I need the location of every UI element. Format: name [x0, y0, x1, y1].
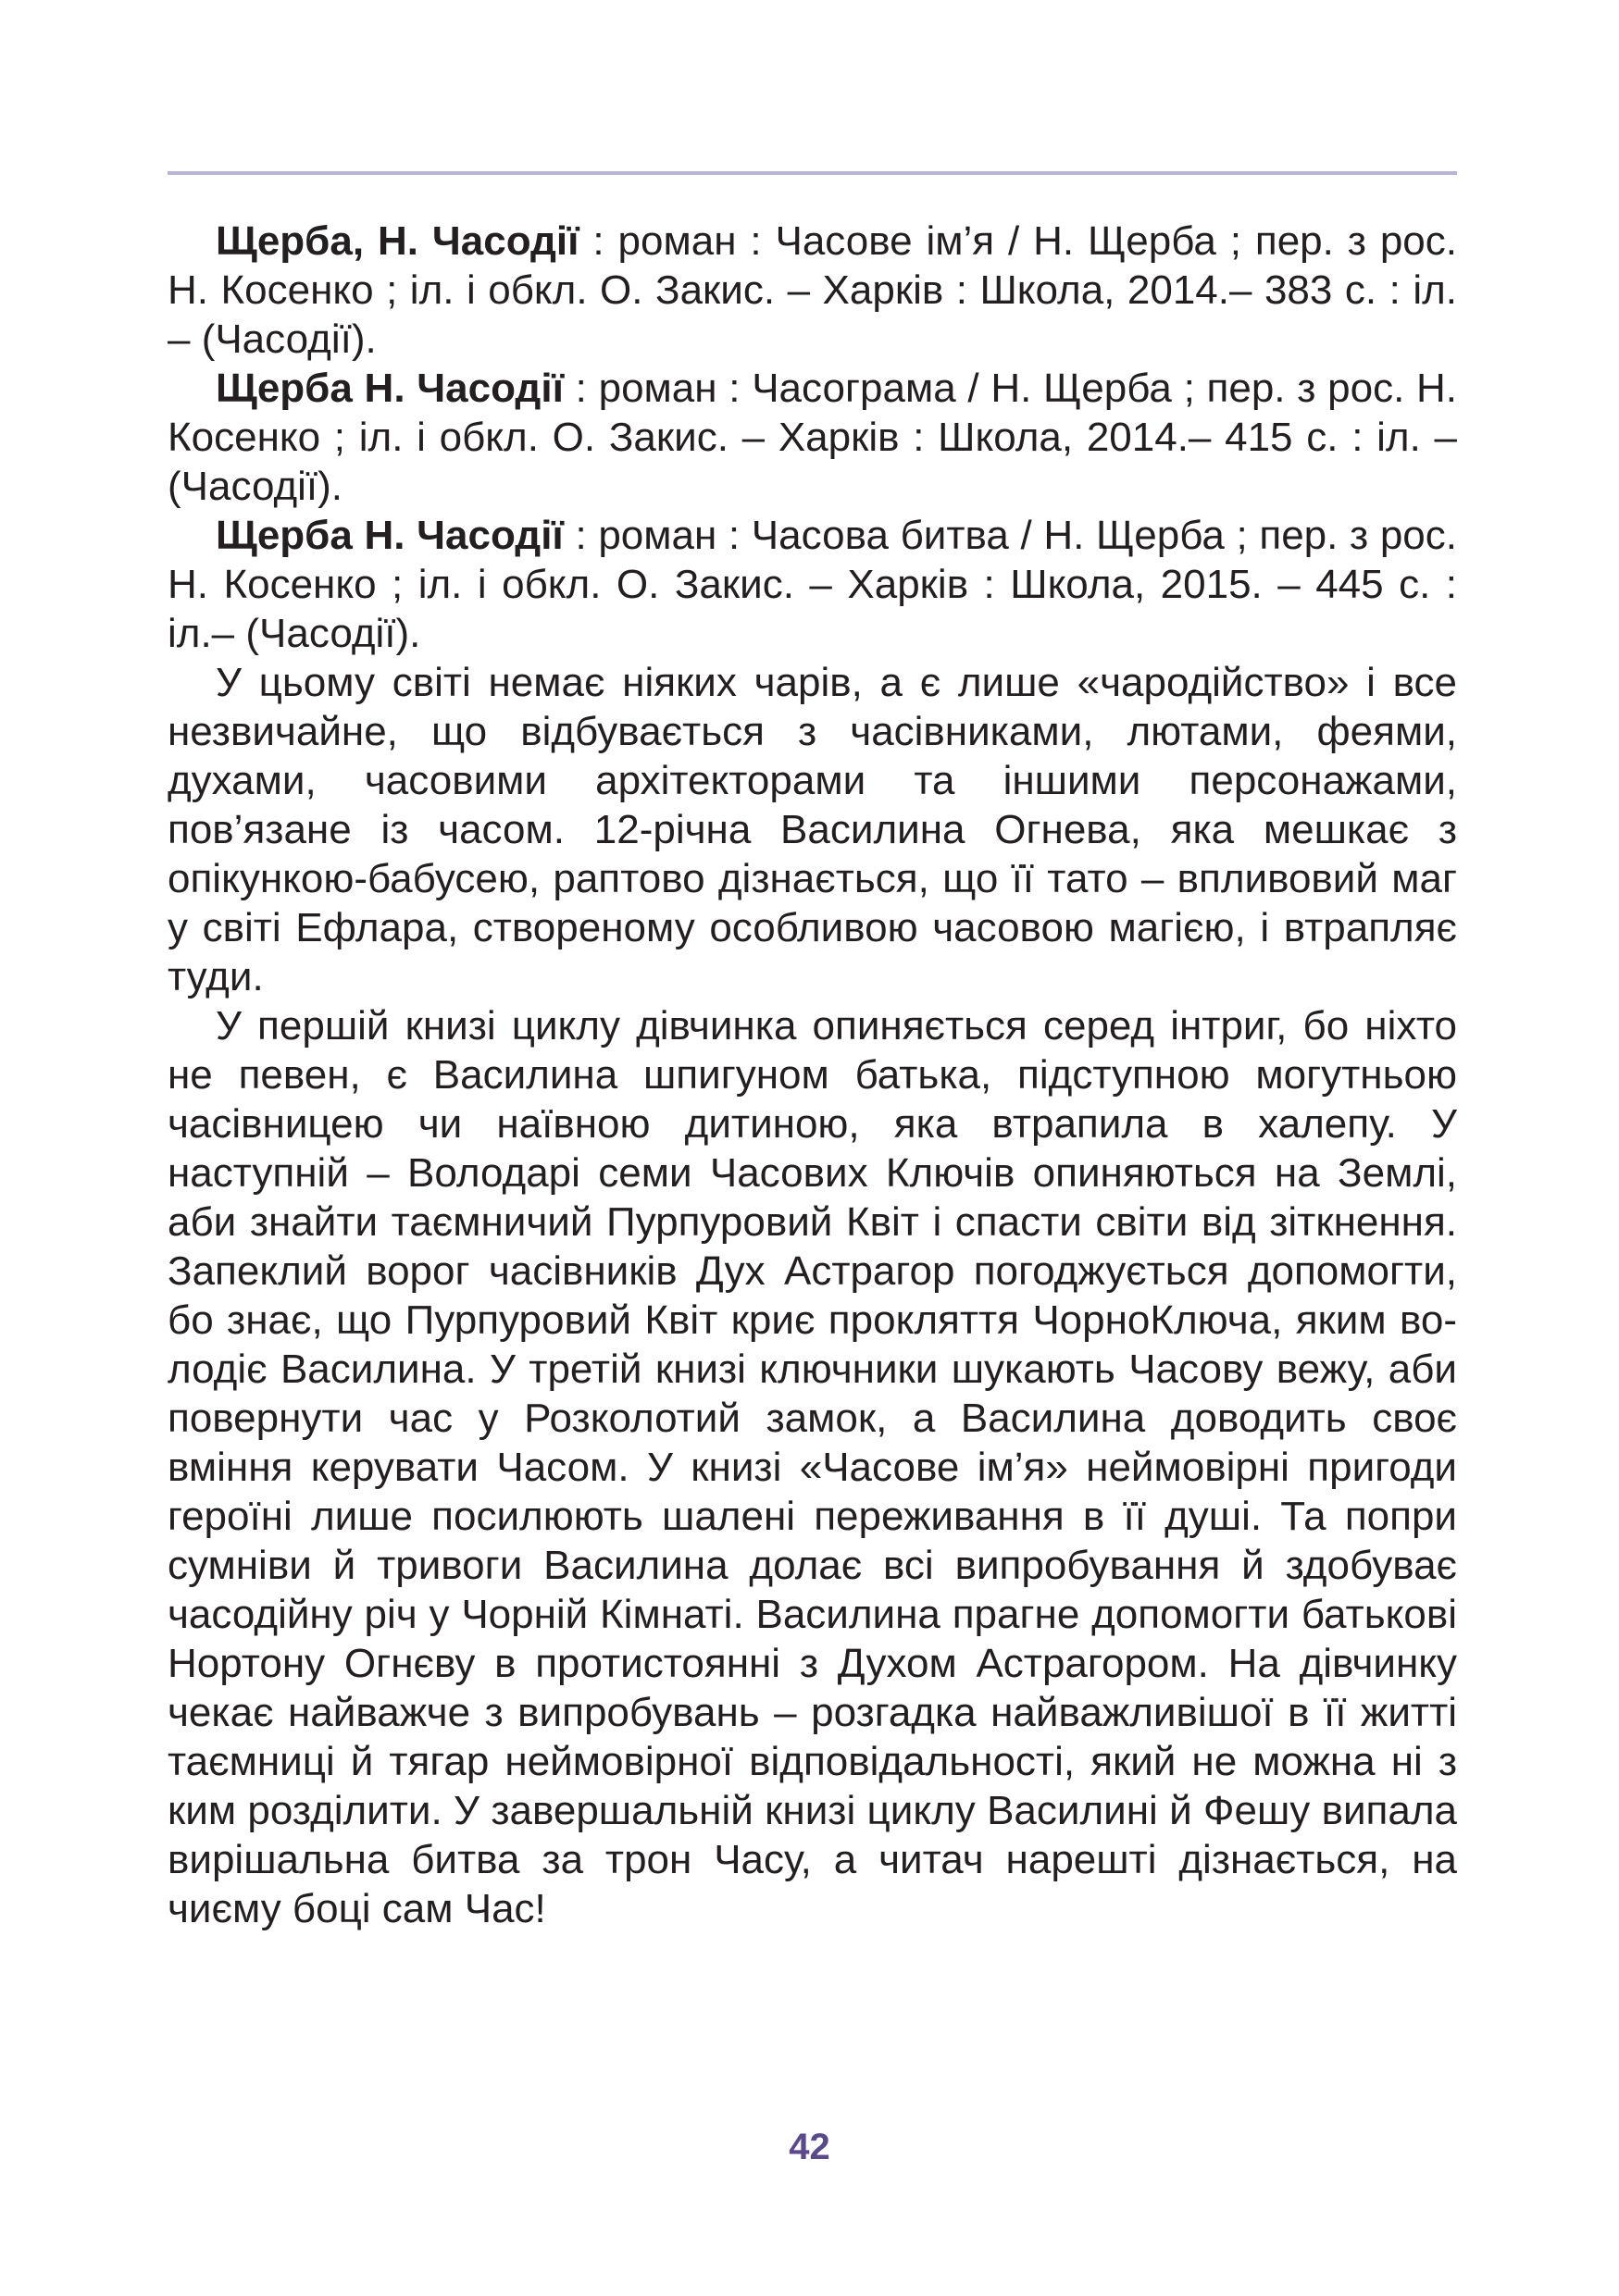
- summary-paragraph-2: У першій книзі циклу дівчинка опиняється серед інтриг, бо ніхто не певен, є Василина шпигуном батька, підступною могутньою часівницею чи наївною дитиною, яка втрапила в халепу. У наступній – Володарі семи Часових Ключів опиняються на Землі, аби знайти таємничий Пурпуровий Квіт і спасти світи від зіткнення. Запеклий ворог часівників Дух Астрагор погоджується допомогти, бо знає, що Пурпуровий Квіт криє прокляття ЧорноКлюча, яким володіє Василина. У третій книзі ключники шукають Часову вежу, аби повернути час у Розколотий замок, а Василина доводить своє вміння керувати Часом. У книзі «Часове ім’я» неймовірні пригоди героїні лише посилюють шалені переживання в її душі. Та попри сумніви й тривоги Василина долає всі випробування й здобуває часодійну річ у Чорній Кімнаті. Василина прагне допомогти батькові Нортону Огнєву в протистоянні з Духом Астрагором. На дівчинку чекає найважче з випробувань – розгадка найважливішої в її житті таємниці й тягар неймовірної відповідальності, який не можна ні з ким розділити. У завершальній книзі циклу Василині й Фешу випала вирішальна битва за трон Часу, а читач нарешті дізнається, на чиєму боці сам Час!: [168, 1003, 1457, 1931]
- entry-author-title: Щерба, Н. Часодії: [216, 218, 579, 264]
- summary-paragraph-1: У цьому світі немає ніяких чарів, а є лише «чародійство» і все незвичайне, що відбувається з часівниками, лютами, феями, духами, часовими архітекторами та іншими персонажами, пов’язане із часом. 12-річна Василина Огнева, яка мешкає з опікункою-бабусею, раптово дізнається, що її тато – впливовий маг у світі Ефлара, створеному особливою часовою магією, і втрапляє туди.: [168, 660, 1457, 999]
- bibliography-entry-1: [168, 217, 1457, 364]
- top-divider-line: [168, 171, 1457, 175]
- page-body: [168, 217, 1457, 1933]
- bibliography-entry-3: [168, 511, 1457, 658]
- entry-details: : роман : Часова битва / Н. Щерба ; пер. з рос. Н. Косенко ; іл. і обкл. О. Закис. – Харків : Школа, 2015. – 445 с. : іл.– (Часодії).: [168, 513, 1457, 656]
- entry-details: : роман : Часограма / Н. Щерба ; пер. з рос. Н. Косенко ; іл. і обкл. О. Закис. – Харків : Школа, 2014.– 415 с. : іл. – (Часодії).: [168, 366, 1458, 509]
- bibliography-entry-2: [168, 364, 1457, 511]
- entry-author-title: Щерба Н. Часодії: [216, 513, 564, 558]
- entry-author-title: Щерба Н. Часодії: [216, 366, 564, 411]
- page-number: 42: [789, 2127, 830, 2167]
- entry-details: : роман : Часове ім’я / Н. Щерба ; пер. з рос. Н. Косенко ; іл. і обкл. О. Закис. – Харків : Школа, 2014.– 383 с. : іл. – (Часодії).: [168, 218, 1457, 362]
